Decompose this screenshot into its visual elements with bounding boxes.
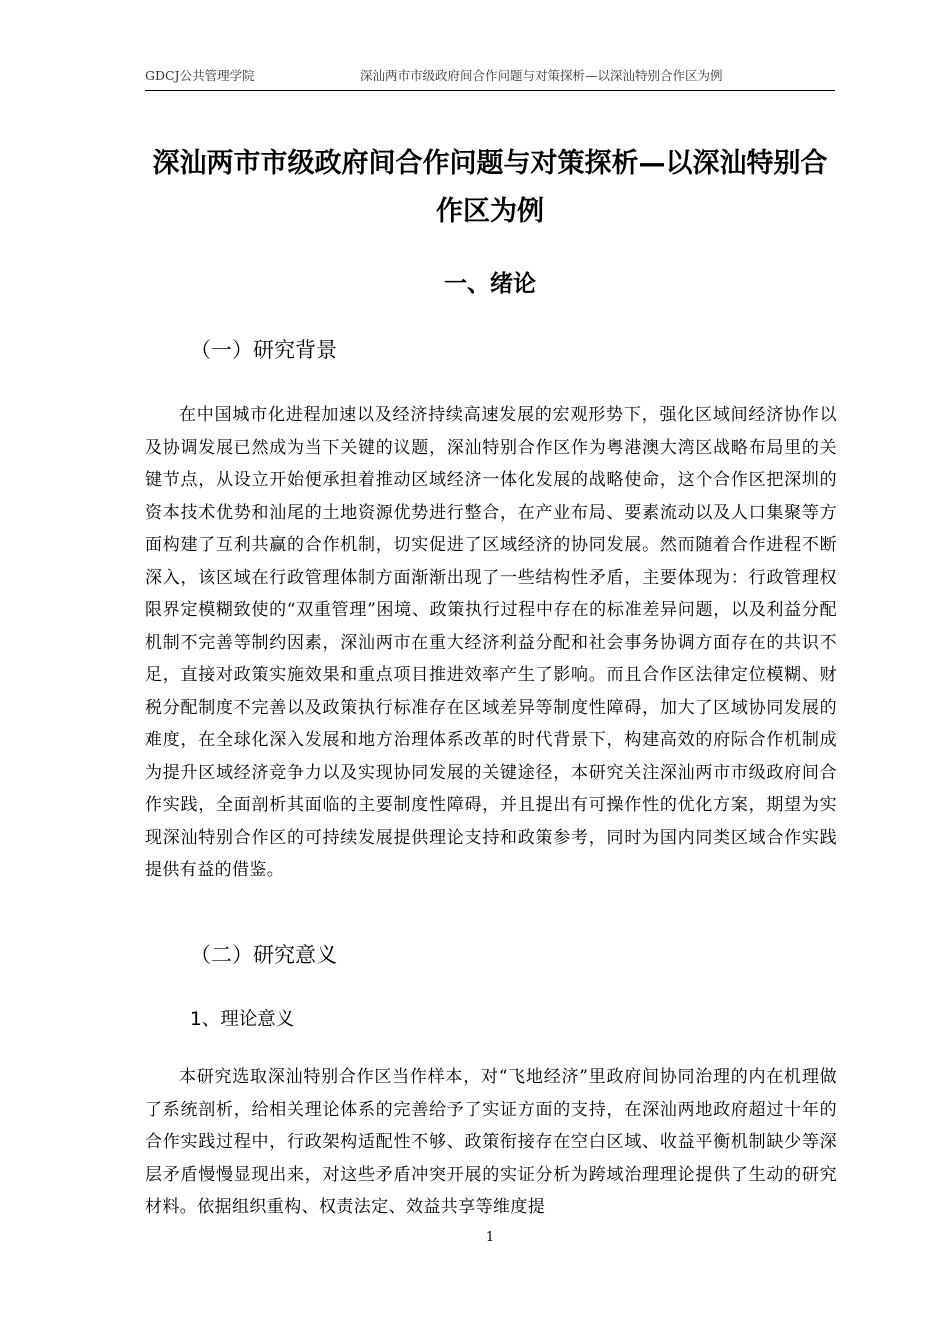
header-institution: GDCJ公共管理学院	[145, 68, 255, 83]
section-heading-introduction: 一、绪论	[444, 271, 536, 297]
subsection-heading-significance: （二）研究意义	[190, 943, 337, 967]
theoretical-significance-paragraph: 本研究选取深汕特别合作区当作样本，对“飞地经济”里政府间协同治理的内在机理做了系统剖析，给相关理论体系的完善给予了实证方面的支持，在深汕两地政府超过十年的合作实践过程中，行政架构适配性不够、政策衔接存在空白区域、收益平衡机制缺少等深层矛盾慢慢显现出来，对这些矛盾冲突开展的实证分析为跨域治理理论提供了生动的研究材料。依据组织重构、权责法定、效益共享等维度提	[145, 1067, 837, 1217]
header-divider	[145, 90, 835, 91]
paper-title: 深汕两市市级政府间合作问题与对策探析—以深汕特别合作区为例	[152, 148, 828, 227]
subsection-heading-background: （一）研究背景	[190, 338, 337, 362]
page-number: 1	[485, 1230, 495, 1245]
subsubsection-heading-theoretical: 1、理论意义	[190, 1009, 295, 1030]
header-paper-title: 深汕两市市级政府间合作问题与对策探析—以深汕特别合作区为例	[360, 68, 723, 83]
running-header	[145, 66, 835, 88]
background-paragraph: 在中国城市化进程加速以及经济持续高速发展的宏观形势下，强化区域间经济协作以及协调发展已然成为当下关键的议题，深汕特别合作区作为粤港澳大湾区战略布局里的关键节点，从设立开始便承担着推动区域经济一体化发展的战略使命，这个合作区把深圳的资本技术优势和汕尾的土地资源优势进行整合，在产业布局、要素流动以及人口集聚等方面构建了互利共赢的合作机制，切实促进了区域经济的协同发展。然而随着合作进程不断深入，该区域在行政管理体制方面渐渐出现了一些结构性矛盾，主要体现为：行政管理权限界定模糊致使的“双重管理”困境、政策执行过程中存在的标准差异问题，以及利益分配机制不完善等制约因素，深汕两市在重大经济利益分配和社会事务协调方面存在的共识不足，直接对政策实施效果和重点项目推进效率产生了影响。而且合作区法律定位模糊、财税分配制度不完善以及政策执行标准存在区域差异等制度性障碍，加大了区域协同发展的难度，在全球化深入发展和地方治理体系改革的时代背景下，构建高效的府际合作机制成为提升区域经济竞争力以及实现协同发展的关键途径，本研究关注深汕两市市级政府间合作实践，全面剖析其面临的主要制度性障碍，并且提出有可操作性的优化方案，期望为实现深汕特别合作区的可持续发展提供理论支持和政策参考，同时为国内同类区域合作实践提供有益的借鉴。	[145, 405, 837, 880]
